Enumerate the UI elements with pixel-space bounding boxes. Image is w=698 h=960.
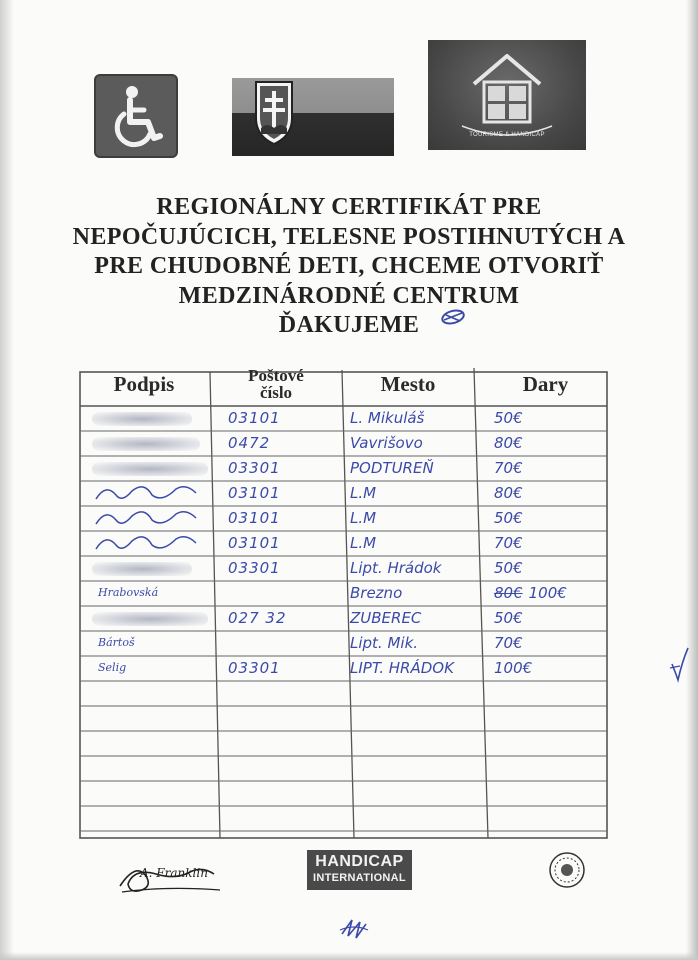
handicap-logo-line-1: HANDICAP bbox=[315, 853, 404, 870]
cell-dary: 70€ bbox=[494, 634, 523, 652]
cell-postove-cislo: 03301 bbox=[228, 659, 281, 677]
cell-mesto: Brezno bbox=[350, 584, 403, 602]
director-signature-text: A. Franklin bbox=[140, 866, 208, 880]
round-seal-icon bbox=[547, 850, 587, 890]
table-row bbox=[78, 656, 617, 681]
cell-postove-cislo: 03301 bbox=[228, 459, 281, 477]
cell-dary: 50€ bbox=[494, 609, 523, 627]
cell-postove-cislo: 03101 bbox=[228, 509, 281, 527]
cell-mesto: L.M bbox=[350, 484, 377, 502]
title-line-3: PRE CHUDOBNÉ DETI, CHCEME OTVORIŤ bbox=[94, 253, 604, 279]
signature-name: Hrabovská bbox=[98, 586, 159, 599]
cell-mesto bbox=[350, 781, 474, 805]
cell-dary bbox=[494, 706, 604, 730]
header-psc-line-2: číslo bbox=[259, 383, 293, 402]
table-row bbox=[78, 556, 617, 581]
redacted-signature bbox=[92, 612, 208, 626]
table-row bbox=[78, 481, 617, 506]
cell-dary bbox=[494, 581, 604, 605]
table-row bbox=[78, 406, 617, 431]
table-row bbox=[78, 631, 617, 656]
cell-dary: 80€ bbox=[494, 484, 523, 502]
cell-dary bbox=[494, 756, 604, 780]
cell-dary bbox=[494, 731, 604, 755]
cell-postove-cislo bbox=[228, 681, 338, 705]
cell-dary: 50€ bbox=[494, 409, 523, 427]
cell-mesto bbox=[350, 731, 474, 755]
handicap-logo-line-2: INTERNATIONAL bbox=[313, 872, 406, 884]
cell-postove-cislo: 03301 bbox=[228, 559, 281, 577]
table-row bbox=[78, 456, 617, 481]
signature-name: Bártoš bbox=[98, 636, 135, 649]
title-line-5: ĎAKUJEME bbox=[278, 312, 420, 338]
cell-mesto: LIPT. HRÁDOK bbox=[350, 659, 454, 677]
cell-postove-cislo bbox=[228, 781, 338, 805]
cell-mesto: Vavrišovo bbox=[350, 434, 423, 452]
certificate-title bbox=[0, 193, 698, 341]
cell-dary bbox=[494, 806, 604, 830]
scan-shadow-right bbox=[686, 0, 698, 960]
table-row bbox=[78, 806, 617, 831]
table-row bbox=[78, 756, 617, 781]
cell-dary: 70€ bbox=[494, 459, 523, 477]
table-row bbox=[78, 531, 617, 556]
table-row bbox=[78, 431, 617, 456]
cell-postove-cislo bbox=[228, 756, 338, 780]
cell-mesto: Lipt. Mik. bbox=[350, 634, 419, 652]
cell-postove-cislo: 03101 bbox=[228, 534, 281, 552]
header-postove-cislo bbox=[210, 362, 342, 406]
handwritten-signature bbox=[92, 506, 202, 530]
table-row bbox=[78, 781, 617, 806]
cell-dary: 70€ bbox=[494, 534, 523, 552]
table-row bbox=[78, 731, 617, 756]
redacted-signature bbox=[92, 562, 192, 576]
ink-scribble-icon bbox=[438, 306, 468, 328]
cell-dary: 50€ bbox=[494, 559, 523, 577]
cell-postove-cislo: 03101 bbox=[228, 484, 281, 502]
header-podpis: Podpis bbox=[113, 371, 175, 396]
wheelchair-icon bbox=[94, 74, 178, 158]
ink-tick-icon bbox=[668, 644, 690, 684]
scan-shadow-bottom bbox=[0, 952, 698, 960]
cell-postove-cislo bbox=[228, 731, 338, 755]
cell-mesto: Lipt. Hrádok bbox=[350, 559, 442, 577]
cell-mesto: L.M bbox=[350, 534, 377, 552]
cell-dary bbox=[494, 681, 604, 705]
cell-mesto: ZUBEREC bbox=[350, 609, 422, 627]
donation-amount: 100€ bbox=[528, 584, 567, 602]
cell-mesto bbox=[350, 706, 474, 730]
cell-mesto bbox=[350, 681, 474, 705]
cell-postove-cislo: 0472 bbox=[228, 434, 271, 452]
title-line-2: NEPOČUJÚCICH, TELESNE POSTIHNUTÝCH A bbox=[72, 223, 626, 250]
cell-postove-cislo bbox=[228, 706, 338, 730]
cell-postove-cislo bbox=[228, 806, 338, 830]
cell-postove-cislo: 03101 bbox=[228, 409, 281, 427]
signature-name: Selig bbox=[98, 661, 127, 674]
slovak-flag bbox=[232, 78, 394, 156]
redacted-signature bbox=[92, 412, 192, 426]
table-row bbox=[78, 606, 617, 631]
table-row bbox=[78, 681, 617, 706]
cell-mesto: L.M bbox=[350, 509, 377, 527]
redacted-signature bbox=[92, 437, 200, 451]
handwritten-signature bbox=[92, 481, 202, 505]
table-row bbox=[78, 581, 617, 606]
cell-mesto: PODTUREŇ bbox=[350, 459, 434, 477]
header-mesto: Mesto bbox=[380, 371, 436, 396]
cell-postove-cislo bbox=[228, 581, 338, 605]
tourisme-caption: TOURISME & HANDICAP bbox=[469, 132, 545, 138]
crossed-out-amount: 80€ bbox=[494, 584, 523, 602]
cell-mesto bbox=[350, 756, 474, 780]
table-row bbox=[78, 706, 617, 731]
header-dary: Dary bbox=[522, 371, 569, 396]
handicap-international-logo bbox=[307, 850, 412, 890]
cell-mesto bbox=[350, 806, 474, 830]
donations-table bbox=[78, 362, 617, 840]
handwritten-signature bbox=[92, 531, 202, 555]
cell-postove-cislo: 027 32 bbox=[228, 609, 287, 627]
title-line-1: REGIONÁLNY CERTIFIKÁT PRE bbox=[156, 194, 542, 220]
title-line-4: MEDZINÁRODNÉ CENTRUM bbox=[178, 282, 520, 309]
scan-shadow-left bbox=[0, 0, 14, 960]
cell-mesto: L. Mikuláš bbox=[350, 409, 425, 427]
header-psc-line-1: Poštové bbox=[248, 366, 304, 385]
cell-dary: 100€ bbox=[494, 659, 533, 677]
redacted-signature bbox=[92, 462, 208, 476]
cell-postove-cislo bbox=[228, 631, 338, 655]
table-row bbox=[78, 506, 617, 531]
cell-dary bbox=[494, 781, 604, 805]
cell-dary: 50€ bbox=[494, 509, 523, 527]
cell-dary: 80€ bbox=[494, 434, 523, 452]
tourisme-handicap-logo bbox=[428, 40, 586, 150]
ink-scribble-icon bbox=[338, 914, 370, 942]
